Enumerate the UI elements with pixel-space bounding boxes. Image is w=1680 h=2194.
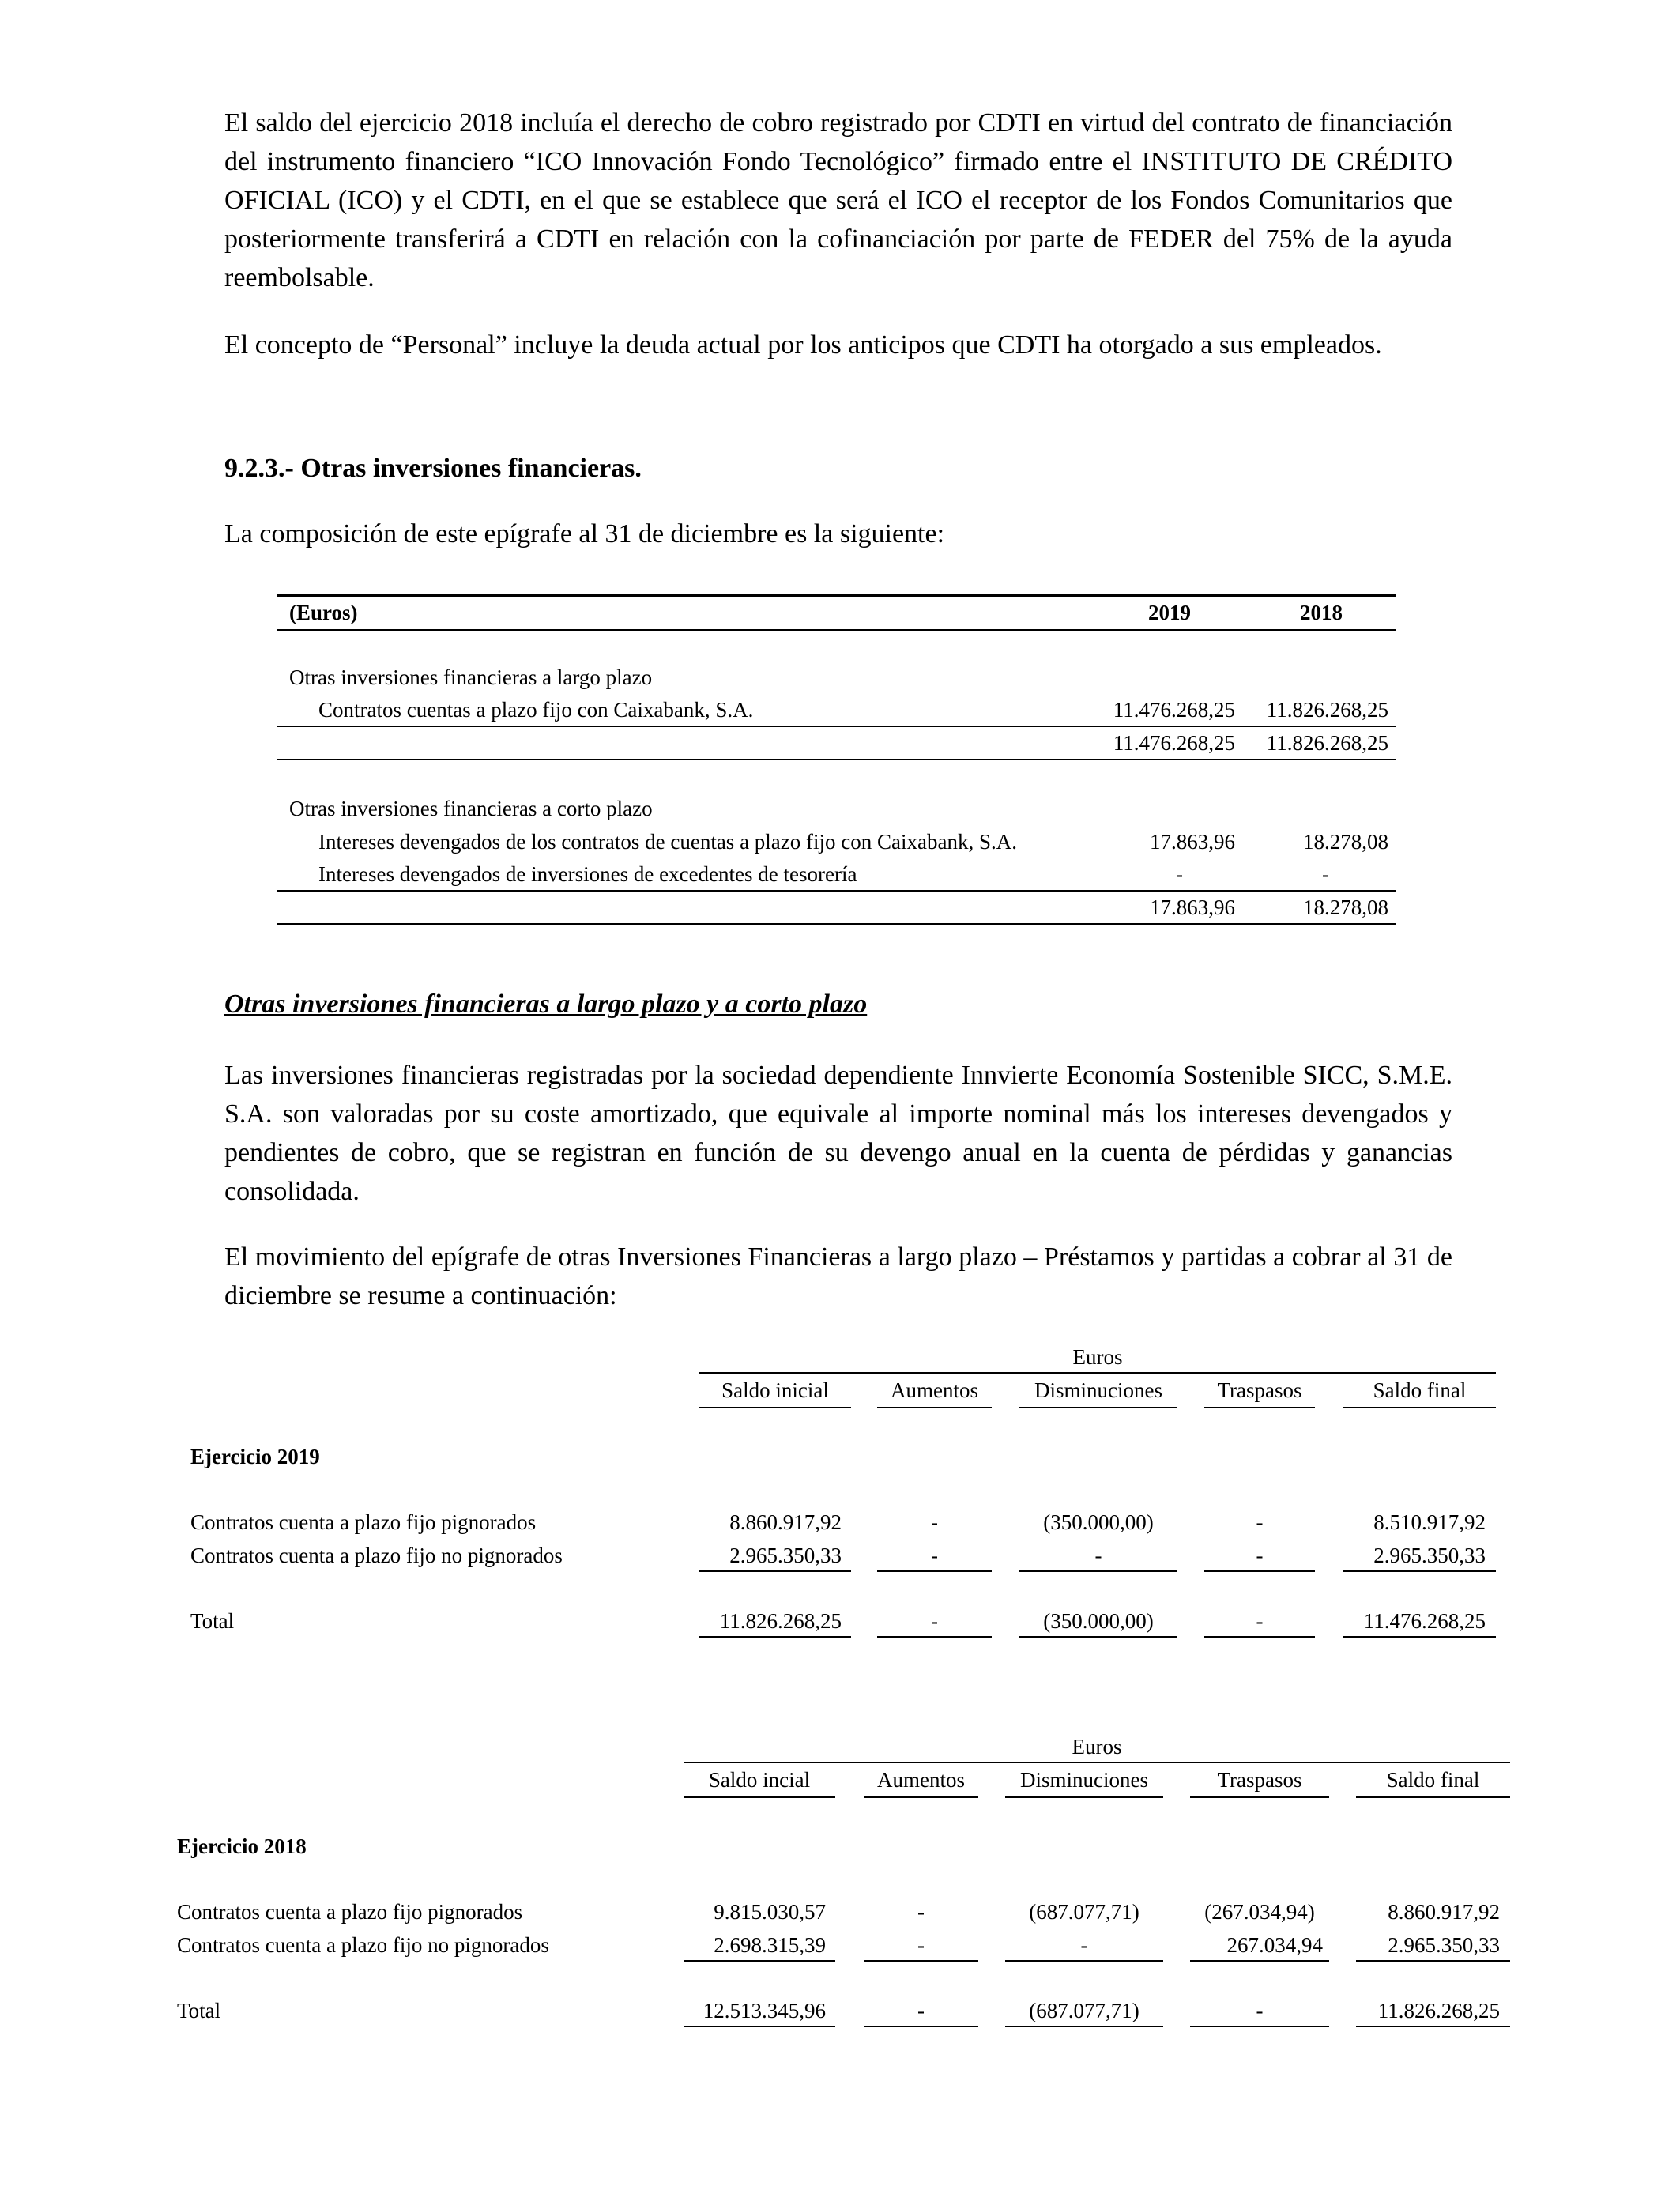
total-2019: 11.476.268,25 [1113,731,1235,755]
section-heading: 9.2.3.- Otras inversiones financieras. [224,454,642,483]
value-2019: - [1176,862,1183,886]
paragraph-composition-intro: La composición de este epígrafe al 31 de diciembre es la siguiente: [224,519,945,548]
currency-label: Euros [1072,1735,1122,1759]
col-disminuciones: Disminuciones [1034,1378,1162,1402]
total-2018: 11.826.268,25 [1266,731,1388,755]
table-row [277,698,1396,726]
cell-value: - [931,1544,938,1567]
subtotal-rule [277,726,1396,727]
total-rule [864,2026,978,2027]
long-term-title-row [277,665,1396,694]
subtotal-rule [864,1960,978,1962]
cell-value: - [1256,1544,1264,1567]
total-rule [684,2026,835,2027]
subsection-heading: Otras inversiones financieras a largo plazo y a corto plazo [224,990,868,1019]
total-rule [1356,2026,1510,2027]
row-label: Intereses devengados de inversiones de excedentes de tesorería [318,862,857,886]
col-traspasos: Traspasos [1217,1768,1302,1792]
total-value: 12.513.345,96 [703,1999,826,2022]
total-value: 11.826.268,25 [719,1609,842,1633]
cell-value: - [917,1900,925,1924]
currency-rule [699,1372,1496,1374]
col-aumentos: Aumentos [891,1378,978,1402]
cell-value: - [1080,1933,1088,1957]
row-label: Contratos cuenta a plazo fijo no pignorados [190,1544,563,1567]
col-rule [699,1407,851,1408]
header-label: (Euros) [289,601,358,624]
cell-value: 8.860.917,92 [729,1510,842,1534]
col-rule [1356,1796,1510,1798]
long-term-title: Otras inversiones financieras a largo plazo [289,665,653,689]
subtotal-rule [1005,1960,1163,1962]
movement-table-2019 [0,1344,1680,1644]
subtotal-rule [1343,1570,1496,1572]
col-rule [684,1796,835,1798]
value-2018: 18.278,08 [1303,830,1388,854]
paragraph-valuation: Las inversiones financieras registradas por la sociedad dependiente Innvierte Economía Sostenible SICC, S.M.E. S.A. son valoradas por su coste amortizado, que equivale al importe nominal más los intereses devengados y pendientes de cobro, que se registran en función de su devengo anual en la cuenta de pérdidas y ganancias consolidada. [224,1061,1452,1206]
total-label: Total [190,1609,235,1633]
row-label: Contratos cuenta a plazo fijo pignorados [190,1510,537,1534]
short-term-total-row [277,895,1396,924]
value-2019: 17.863,96 [1150,830,1235,854]
cell-value: (267.034,94) [1204,1900,1315,1924]
cell-value: (687.077,71) [1029,1900,1139,1924]
total-rule [277,759,1396,760]
table-row [277,862,1396,891]
col-rule [864,1796,978,1798]
total-rule [1343,1636,1496,1638]
row-label: Contratos cuentas a plazo fijo con Caixabank, S.A. [318,698,754,722]
currency-label: Euros [1072,1345,1123,1369]
subtotal-rule [877,1570,992,1572]
table-row [277,830,1396,858]
table-header-row [277,601,1396,629]
cell-value: 2.965.350,33 [729,1544,842,1567]
total-value: 11.826.268,25 [1377,1999,1500,2022]
subtotal-rule [1190,1960,1329,1962]
cell-value: 8.510.917,92 [1373,1510,1486,1534]
total-rule [1204,1636,1315,1638]
cell-value: - [1094,1544,1102,1567]
cell-value: 2.965.350,33 [1388,1933,1500,1957]
total-2018: 18.278,08 [1303,895,1388,919]
total-value: (687.077,71) [1029,1999,1139,2022]
col-saldo-inicial: Saldo incial [708,1768,811,1792]
exercise-title: Ejercicio 2018 [177,1834,307,1858]
cell-value: 2.698.315,39 [714,1933,826,1957]
col-aumentos: Aumentos [877,1768,965,1792]
cell-value: 8.860.917,92 [1388,1900,1500,1924]
total-value: - [917,1999,925,2022]
subtotal-rule [684,1960,835,1962]
value-2018: 11.826.268,25 [1266,698,1388,722]
total-value: (350.000,00) [1043,1609,1154,1633]
total-value: 11.476.268,25 [1363,1609,1486,1633]
long-term-total-row [277,731,1396,760]
subtotal-rule [699,1570,851,1572]
subtotal-rule [1204,1570,1315,1572]
total-value: - [931,1609,938,1633]
currency-rule [684,1762,1510,1763]
row-label: Contratos cuenta a plazo fijo no pignorados [177,1933,549,1957]
col-rule [1005,1796,1163,1798]
total-rule [699,1636,851,1638]
col-rule [1343,1407,1496,1408]
cell-value: - [917,1933,925,1957]
col-saldo-final: Saldo final [1386,1768,1480,1792]
short-term-title: Otras inversiones financieras a corto plazo [289,797,653,820]
col-rule [1190,1796,1329,1798]
table-top-rule [277,594,1396,597]
header-2019: 2019 [1148,601,1191,624]
row-label: Contratos cuenta a plazo fijo pignorados [177,1900,523,1924]
paragraph-ico-cdti: El saldo del ejercicio 2018 incluía el derecho de cobro registrado por CDTI en virtud del contrato de financiación del instrumento financiero “ICO Innovación Fondo Tecnológico” firmado entre el INSTITUTO DE CRÉDITO OFICIAL (ICO) y el CDTI, en el que se establece que será el ICO el receptor de los Fondos Comunitarios que posteriormente transferirá a CDTI en relación con la cofinanciación por parte de FEDER del 75% de la ayuda reembolsable. [224,108,1452,292]
table-bottom-rule [277,923,1396,925]
col-saldo-inicial: Saldo inicial [721,1378,829,1402]
total-value: - [1256,1999,1264,2022]
cell-value: - [931,1510,938,1534]
cell-value: 267.034,94 [1226,1933,1323,1957]
total-2019: 17.863,96 [1150,895,1235,919]
value-2018: - [1322,862,1329,886]
header-2018: 2018 [1300,601,1343,624]
cell-value: 9.815.030,57 [714,1900,826,1924]
col-saldo-final: Saldo final [1373,1378,1467,1402]
short-term-title-row [277,797,1396,825]
paragraph-personal: El concepto de “Personal” incluye la deuda actual por los anticipos que CDTI ha otorgado a sus empleados. [224,330,1382,360]
col-rule [1204,1407,1315,1408]
total-rule [1190,2026,1329,2027]
movement-table-2018 [0,1733,1680,2034]
table-header-rule [277,629,1396,631]
composition-table [277,594,1396,926]
subtotal-rule [277,890,1396,892]
paragraph-movement-intro: El movimiento del epígrafe de otras Inversiones Financieras a largo plazo – Préstamos y partidas a cobrar al 31 de diciembre se resume a continuación: [224,1242,1452,1310]
total-value: - [1256,1609,1264,1633]
row-label: Intereses devengados de los contratos de cuentas a plazo fijo con Caixabank, S.A. [318,830,1017,854]
col-rule [877,1407,992,1408]
col-rule [1019,1407,1177,1408]
subtotal-rule [1019,1570,1177,1572]
cell-value: - [1256,1510,1264,1534]
col-disminuciones: Disminuciones [1020,1768,1148,1792]
exercise-title: Ejercicio 2019 [190,1445,320,1468]
cell-value: 2.965.350,33 [1373,1544,1486,1567]
cell-value: (350.000,00) [1043,1510,1154,1534]
total-label: Total [177,1999,221,2022]
total-rule [1005,2026,1163,2027]
total-rule [1019,1636,1177,1638]
value-2019: 11.476.268,25 [1113,698,1235,722]
total-rule [877,1636,992,1638]
col-traspasos: Traspasos [1217,1378,1302,1402]
subtotal-rule [1356,1960,1510,1962]
